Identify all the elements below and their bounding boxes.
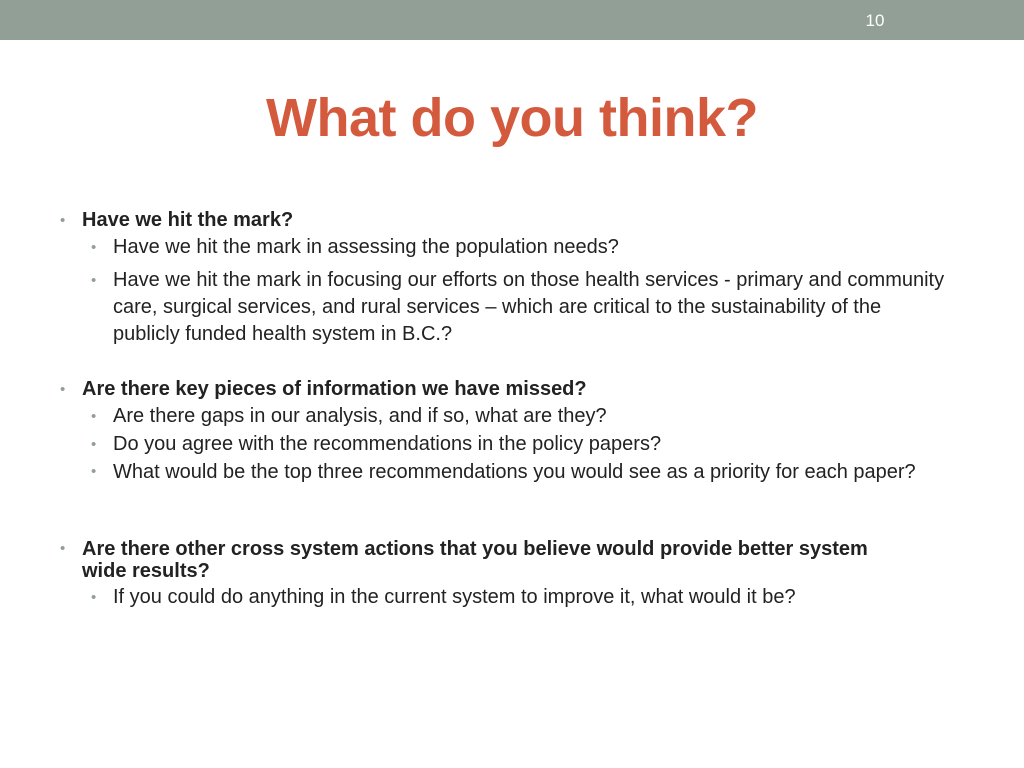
slide-title: What do you think? [266, 88, 758, 148]
sub-bullet: What would be the top three recommendations you would see as a priority for each paper? [113, 461, 916, 483]
bullet-heading: Are there other cross system actions that you believe would provide better system wide results? [82, 538, 868, 582]
sub-bullet: Are there gaps in our analysis, and if so, what are they? [113, 405, 607, 427]
sub-bullet: Have we hit the mark in focusing our efforts on those health services - primary and community care, surgical services, and rural services – which are critical to the sustainability of the publicly funded health system in B.C.? [113, 269, 945, 345]
sub-bullet: Do you agree with the recommendations in the policy papers? [113, 433, 662, 455]
bullet-dot: • [60, 212, 66, 229]
bullet-dot: • [60, 381, 66, 398]
sub-bullet-dot: • [91, 239, 97, 256]
bullet-dot: • [60, 540, 66, 557]
bullet-heading: Have we hit the mark? [82, 209, 294, 231]
sub-bullet: Have we hit the mark in assessing the population needs? [113, 236, 619, 258]
sub-bullet: If you could do anything in the current system to improve it, what would it be? [113, 586, 796, 608]
sub-bullet-dot: • [91, 463, 97, 480]
bullet-heading: Are there key pieces of information we have missed? [82, 378, 587, 400]
sub-bullet-dot: • [91, 408, 97, 425]
sub-bullet-dot: • [91, 272, 97, 289]
sub-bullet-dot: • [91, 436, 97, 453]
sub-bullet-dot: • [91, 589, 97, 606]
slide-number: 10 [865, 11, 885, 30]
